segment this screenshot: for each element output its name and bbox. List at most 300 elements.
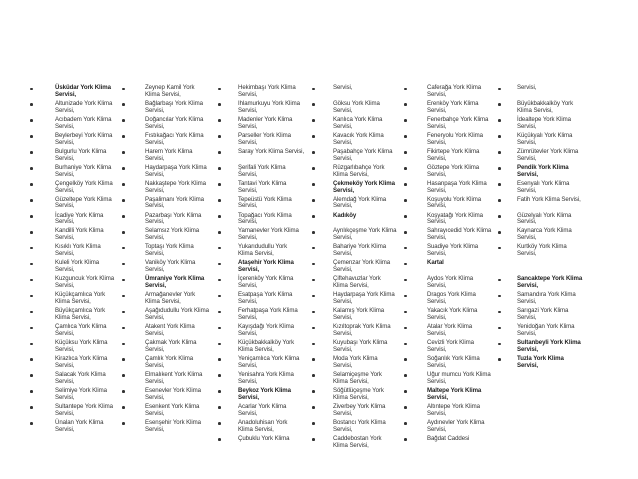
bullet-icon: [218, 199, 221, 202]
item-line-2: Servisi,: [333, 138, 353, 146]
bullet-icon: [30, 151, 33, 154]
item-line-1: Güzeltepe York Klima: [55, 195, 112, 203]
bullet-icon: [404, 438, 407, 441]
list-item: [145, 117, 209, 133]
bullet-icon: [404, 183, 407, 186]
bullet-icon: [122, 279, 125, 282]
item-line-2: Servisi,: [238, 393, 260, 401]
item-line-2: Servisi,: [238, 361, 258, 369]
item-line-1: Küçükyalı York Klima: [517, 131, 573, 139]
list-item: [145, 340, 209, 356]
item-line-2: Servisi,: [145, 361, 165, 369]
item-line-1: Servisi,: [517, 84, 537, 91]
item-line-1: Şerifali York Klima: [238, 163, 286, 171]
list-item: [238, 292, 304, 308]
item-line-2: Servisi,: [55, 154, 75, 162]
item-line-1: Esenşehir York Klima: [145, 418, 201, 426]
list-item: [145, 213, 209, 229]
item-line-1: Beylerbeyi York Klima: [55, 131, 113, 139]
item-line-1: Paşabahçe York Klima: [333, 147, 393, 155]
bullet-icon: [312, 263, 315, 266]
bullet-icon: [122, 119, 125, 122]
list-item: [427, 292, 491, 308]
item-line-2: Servisi,: [517, 250, 537, 258]
bullet-icon: [218, 374, 221, 377]
item-line-1: Çamlıca York Klima: [55, 323, 107, 331]
bullet-icon: [498, 279, 501, 282]
item-line-1: Bulgurlu York Klima: [55, 147, 107, 155]
list-item: [145, 133, 209, 149]
item-line-2: Servisi,: [517, 170, 539, 178]
item-line-2: Servisi,: [427, 122, 447, 130]
list-item: [427, 228, 491, 244]
item-line-2: Servisi,: [145, 218, 165, 226]
list-item: [333, 356, 396, 372]
bullet-icon: [312, 88, 315, 91]
item-line-2: Servisi,: [145, 425, 165, 433]
bullet-icon: [218, 358, 221, 361]
list-item: [333, 101, 396, 117]
bullet-icon: [498, 358, 501, 361]
item-line-1: Acarlar York Klima: [238, 402, 287, 410]
list-item: [333, 436, 396, 452]
list-item: [238, 404, 304, 420]
list-item: [333, 244, 396, 260]
bullet-icon: [122, 263, 125, 266]
item-line-2: Servisi,: [333, 266, 353, 274]
list-item: [333, 372, 396, 388]
item-line-2: Servisi,: [333, 234, 353, 242]
bullet-icon: [498, 215, 501, 218]
list-item: [517, 149, 582, 165]
list-item: [238, 133, 304, 149]
item-line-1: Kalamış York Klima: [333, 307, 385, 315]
item-line-1: Rüzgarlıbahçe York: [333, 163, 385, 171]
bullet-icon: [218, 311, 221, 314]
bullet-icon: [312, 422, 315, 425]
bullet-icon: [498, 183, 501, 186]
item-line-1: Selamiçeşme York: [333, 370, 382, 378]
item-line-2: Servisi,: [145, 409, 165, 417]
list-item: [238, 340, 304, 356]
list-item: [517, 181, 582, 197]
item-line-2: Klima Servisi,: [333, 441, 369, 449]
list-item: [427, 308, 491, 324]
item-line-2: Servisi,: [55, 361, 75, 369]
item-line-2: Servisi,: [55, 377, 75, 385]
list-item: [145, 372, 209, 388]
column-4: [333, 85, 396, 452]
item-line-2: Servisi,: [427, 90, 447, 98]
list-item: [55, 324, 114, 340]
bullet-icon: [404, 119, 407, 122]
list-item: [55, 213, 114, 229]
bullet-icon: [218, 231, 221, 234]
bullet-icon: [404, 295, 407, 298]
bullet-icon: [218, 327, 221, 330]
bullet-icon: [218, 88, 221, 91]
bullet-icon: [30, 183, 33, 186]
item-line-1: Sancaktepe York Klima: [517, 275, 583, 283]
bullet-icon: [404, 279, 407, 282]
list-item: [238, 260, 304, 276]
item-line-1: Kirazlıca York Klima: [55, 354, 108, 362]
list-item: [333, 308, 396, 324]
bullet-icon: [122, 215, 125, 218]
bullet-icon: [404, 231, 407, 234]
bullet-icon: [404, 358, 407, 361]
item-line-1: Çakmak York Klima: [145, 339, 197, 346]
list-item: [238, 244, 304, 260]
item-line-1: Altunizade York Klima: [55, 99, 113, 107]
bullet-icon: [122, 327, 125, 330]
item-line-1: Koşuyolu York Klima: [427, 195, 482, 203]
item-line-2: Servisi,: [55, 250, 75, 258]
list-item: [427, 213, 491, 229]
list-item: [238, 213, 304, 229]
list-item: [238, 165, 304, 181]
bullet-icon: [122, 88, 125, 91]
list-item: [238, 420, 304, 436]
item-line-1: Servisi,: [333, 84, 353, 91]
bullet-icon: [218, 119, 221, 122]
bullet-icon: [30, 406, 33, 409]
bullet-icon: [312, 103, 315, 106]
bullet-icon: [498, 247, 501, 250]
item-line-1: Fikirtepe York Klima: [427, 147, 480, 155]
item-line-1: Çiftehavuzlar York: [333, 275, 381, 283]
item-line-1: Ihlamurkuyu York Klima: [238, 99, 300, 107]
item-line-2: Servisi,: [55, 202, 75, 210]
item-line-1: Yukarıdudullu York: [238, 243, 288, 251]
item-line-1: Üsküdar York Klima: [55, 84, 111, 91]
list-item: [333, 213, 396, 229]
bullet-icon: [312, 215, 315, 218]
list-item: [145, 260, 209, 276]
item-line-2: Servisi,: [145, 282, 167, 290]
bullet-icon: [404, 263, 407, 266]
bullet-icon: [30, 279, 33, 282]
item-line-1: Sultantepe York Klima: [55, 402, 113, 410]
list-item: [517, 101, 582, 117]
item-line-1: Moda York Klima: [333, 354, 378, 362]
item-line-1: Bağlarbaşı York Klima: [145, 99, 203, 107]
item-line-2: Servisi,: [333, 314, 353, 322]
item-line-2: Servisi,: [333, 250, 353, 258]
item-line-1: Aydınevler York Klima: [427, 418, 485, 426]
bullet-icon: [498, 167, 501, 170]
item-line-1: Topağacı York Klima: [238, 211, 292, 219]
item-line-1: Kuyubaşı York Klima: [333, 339, 388, 346]
bullet-icon: [122, 422, 125, 425]
item-line-2: Servisi,: [238, 409, 258, 417]
item-line-1: Tantavi York Klima: [238, 179, 287, 187]
bullet-icon: [30, 199, 33, 202]
bullet-icon: [30, 247, 33, 250]
item-line-1: Hasanpaşa York Klima: [427, 179, 487, 187]
item-line-2: Servisi,: [145, 250, 165, 258]
list-item: [333, 85, 396, 101]
item-line-2: Servisi,: [55, 218, 75, 226]
item-line-2: Servisi,: [238, 298, 258, 306]
list-item: [427, 340, 491, 356]
list-item: [517, 292, 582, 308]
item-line-2: Servisi,: [145, 393, 165, 401]
list-item: [145, 308, 209, 324]
bullet-icon: [404, 151, 407, 154]
bullet-icon: [122, 247, 125, 250]
item-line-1: Bahariye York Klima: [333, 243, 387, 251]
item-line-2: Servisi,: [55, 122, 75, 130]
item-line-2: Klima Servisi,: [145, 90, 181, 98]
list-item: [55, 340, 114, 356]
bullet-icon: [498, 135, 501, 138]
item-line-1: Kısıklı York Klima: [55, 243, 101, 251]
list-item: [427, 356, 491, 372]
list-item: [145, 149, 209, 165]
item-line-1: Büyükçamlıca York: [55, 307, 106, 315]
list-item: [517, 356, 582, 372]
bullet-icon: [30, 358, 33, 361]
item-line-1: Haydarpaşa York Klima: [145, 163, 207, 171]
item-line-2: Servisi,: [145, 170, 165, 178]
item-line-1: İçerenköy York Klima: [238, 275, 294, 283]
list-item: [517, 324, 582, 340]
item-line-1: Esenkent York Klima: [145, 402, 200, 410]
list-item: [145, 324, 209, 340]
item-line-2: Servisi,: [427, 138, 447, 146]
bullet-icon: [498, 327, 501, 330]
item-line-1: Büyükbakkalköy York: [517, 99, 574, 107]
bullet-icon: [122, 151, 125, 154]
list-item: [55, 420, 114, 436]
item-line-2: Servisi,: [238, 170, 258, 178]
item-line-2: Klima Servisi,: [333, 393, 369, 401]
list-item: [427, 197, 491, 213]
bullet-icon: [498, 295, 501, 298]
bullet-icon: [498, 103, 501, 106]
list-item: [517, 85, 582, 101]
item-line-1: Göksu York Klima: [333, 99, 380, 107]
list-item: [55, 117, 114, 133]
item-line-2: Servisi,: [427, 202, 447, 210]
item-line-2: Servisi,: [55, 234, 75, 242]
item-line-2: Servisi,: [238, 106, 258, 114]
list-item: [517, 308, 582, 324]
column-3: [238, 85, 304, 452]
item-line-2: Servisi,: [55, 425, 75, 433]
list-item: [55, 260, 114, 276]
item-line-2: Servisi,: [238, 186, 258, 194]
item-line-2: Klima Servisi,: [145, 298, 181, 306]
list-item: [145, 420, 209, 436]
bullet-icon: [404, 390, 407, 393]
list-item: [55, 308, 114, 324]
bullet-icon: [218, 390, 221, 393]
list-item: [427, 260, 491, 276]
item-line-1: Kanlıca York Klima: [333, 115, 383, 123]
list-item: [517, 197, 582, 213]
bullet-icon: [312, 406, 315, 409]
bullet-icon: [218, 422, 221, 425]
bullet-icon: [218, 247, 221, 250]
list-item: [427, 372, 491, 388]
item-line-1: Aydos York Klima: [427, 275, 474, 283]
list-item: [238, 197, 304, 213]
bullet-icon: [218, 263, 221, 266]
item-line-2: Servisi,: [238, 234, 258, 242]
bullet-icon: [498, 311, 501, 314]
item-line-2: Servisi,: [145, 154, 165, 162]
bullet-icon: [218, 343, 221, 346]
bullet-icon: [122, 183, 125, 186]
item-line-1: Kayışdağı York Klima: [238, 323, 294, 331]
list-item: [55, 276, 114, 292]
item-line-1: Caddebostan York: [333, 434, 382, 442]
item-line-2: Servisi,: [238, 266, 260, 274]
item-line-1: Kuleli York Klima: [55, 259, 100, 267]
item-line-2: Servisi,: [333, 298, 353, 306]
bullet-icon: [30, 263, 33, 266]
item-line-1: Küçükbakkalköy York: [238, 339, 295, 346]
bullet-icon: [312, 438, 315, 441]
item-line-1: Pazarbaşı York Klima: [145, 211, 202, 219]
bullet-icon: [122, 358, 125, 361]
bullet-icon: [404, 135, 407, 138]
bullet-icon: [218, 167, 221, 170]
list-item: [145, 85, 209, 101]
item-line-1: Çengelköy York Klima: [55, 179, 113, 187]
item-line-1: Kavacık York Klima: [333, 131, 384, 139]
list-item: [238, 436, 304, 452]
list-item: [55, 85, 114, 101]
list-item: [333, 133, 396, 149]
item-line-1: İdealtepe York Klima: [517, 115, 571, 123]
item-line-2: Servisi,: [427, 361, 447, 369]
bullet-icon: [312, 151, 315, 154]
item-line-2: Servisi,: [427, 234, 447, 242]
item-line-1: Doğancılar York Klima: [145, 115, 204, 123]
list-item: [238, 181, 304, 197]
list-item: [427, 420, 491, 436]
list-item: [55, 101, 114, 117]
bullet-icon: [30, 390, 33, 393]
list-item: [238, 372, 304, 388]
bullet-icon: [122, 390, 125, 393]
item-line-2: Servisi,: [238, 218, 258, 226]
item-line-2: Servisi,: [333, 361, 353, 369]
bullet-icon: [498, 231, 501, 234]
item-line-2: Servisi,: [55, 138, 75, 146]
item-line-2: Klima Servisi,: [55, 298, 91, 306]
list-item: [427, 117, 491, 133]
item-line-1: Fıstıkağacı York Klima: [145, 131, 204, 139]
list-item: [427, 149, 491, 165]
list-item: [55, 165, 114, 181]
list-item: [238, 85, 304, 101]
item-line-1: Hekimbaşı York Klima: [238, 84, 296, 91]
item-line-2: Servisi,: [427, 329, 447, 337]
bullet-icon: [218, 406, 221, 409]
list-item: [333, 276, 396, 292]
list-item: [517, 117, 582, 133]
list-item: [333, 228, 396, 244]
list-item: [145, 356, 209, 372]
item-line-2: Servisi,: [427, 298, 447, 306]
bullet-icon: [404, 199, 407, 202]
bullet-icon: [404, 422, 407, 425]
list-item: [427, 133, 491, 149]
bullet-icon: [312, 358, 315, 361]
item-line-2: Servisi,: [238, 90, 258, 98]
item-line-2: Servisi,: [55, 90, 77, 98]
item-line-2: Servisi,: [145, 202, 165, 210]
item-line-1: Paşalimanı York Klima: [145, 195, 204, 203]
item-line-2: Servisi,: [238, 377, 258, 385]
bullet-icon: [404, 406, 407, 409]
item-line-1: Selamsız York Klima: [145, 227, 200, 235]
list-item: [238, 388, 304, 404]
item-line-2: Klima Servisi,: [238, 345, 274, 353]
item-line-1: Altıntepe York Klima: [427, 402, 480, 410]
bullet-icon: [312, 247, 315, 250]
bullet-icon: [498, 343, 501, 346]
bullet-icon: [218, 135, 221, 138]
item-line-1: Armağanevler York: [145, 291, 196, 299]
item-line-1: Çamlık York Klima: [145, 354, 194, 362]
item-line-2: Servisi,: [517, 314, 537, 322]
item-line-1: Göztepe York Klima: [427, 163, 480, 171]
bullet-icon: [498, 88, 501, 91]
item-line-2: Klima Servisi,: [55, 314, 91, 322]
item-line-2: Servisi,: [517, 186, 537, 194]
item-line-1: Çubuklu York Klima: [238, 434, 290, 442]
item-line-1: Toptaşı York Klima: [145, 243, 194, 251]
item-line-1: Kandilli York Klima: [55, 227, 104, 235]
list-item: [427, 244, 491, 260]
item-line-1: Ümraniye York Klima: [145, 275, 205, 283]
item-line-1: Kuzguncuk York Klima: [55, 275, 115, 283]
list-item: [238, 228, 304, 244]
item-line-1: Sahrayıcedid York Klima: [427, 227, 492, 235]
bullet-icon: [312, 183, 315, 186]
item-line-1: İcadiye York Klima: [55, 211, 104, 219]
item-line-1: Feneryolu York Klima: [427, 131, 483, 139]
list-item: [238, 356, 304, 372]
item-line-1: Ünalan York Klima: [55, 418, 104, 426]
item-line-2: Servisi,: [145, 186, 165, 194]
bullet-icon: [312, 343, 315, 346]
item-line-2: Servisi,: [55, 393, 75, 401]
list-item: [145, 292, 209, 308]
column-5: [427, 85, 491, 452]
list-item: [55, 228, 114, 244]
column-1: [55, 85, 114, 436]
item-line-2: Servisi,: [427, 393, 449, 401]
item-line-1: Maltepe York Klima: [427, 386, 482, 394]
item-line-2: Servisi,: [427, 425, 447, 433]
list-item: [333, 420, 396, 436]
bullet-icon: [312, 167, 315, 170]
list-item: [517, 260, 582, 276]
item-line-2: Klima Servisi,: [333, 377, 369, 385]
item-line-2: Servisi,: [145, 234, 165, 242]
item-line-2: Servisi,: [427, 377, 447, 385]
item-line-1: Kurtköy York Klima: [517, 243, 567, 251]
bullet-icon: [404, 327, 407, 330]
item-line-2: Servisi,: [517, 218, 537, 226]
item-line-1: Anadoluhisarı York: [238, 418, 288, 426]
